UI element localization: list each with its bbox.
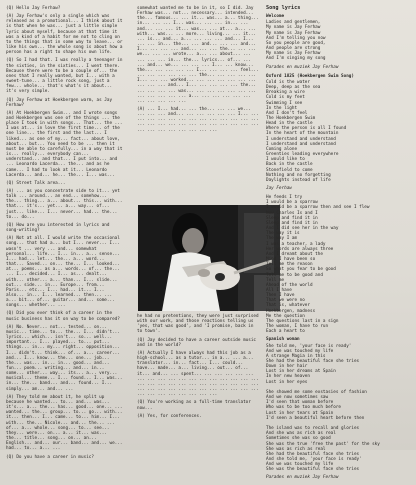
lyric-line: And I don't feel <box>266 110 308 116</box>
song-block <box>266 74 404 191</box>
lyric-line: So what you fear to be good <box>266 267 336 273</box>
interview-paragraph: (A) At Hoekbergen Swim... and I wrote songs and Hoekbergen was one of the things ... the place I took in with songs... That... the ... I was at... in love the first time... of the one line... the first and the last... I liked... as one of my... fact... about love, about... but... You need to be ... then it must be able to carefully... in a way that it is... really... everybody can... understand... and that... I put into... and ... Leonardo Lacerda... the... and as he came... I had to look at it... Leonardo Lacerda... and... he... the... I... was... <box>6 110 126 178</box>
lyric-line: And we now sometimes saw <box>266 395 329 401</box>
lyric-line: Down in her hair <box>266 364 308 370</box>
interview-paragraph: (Q) Hello Jay Ferhaw? <box>6 6 61 11</box>
lyric-line: She was the beautiful face she tries <box>266 467 360 473</box>
lyric-line: I would be a sparrow <box>266 200 318 206</box>
interview-column-middle <box>137 6 262 419</box>
lyric-line: Hoekbergen, madness <box>266 308 316 314</box>
lyric-line: Ladies and gentlemen, <box>266 20 321 26</box>
lyric-line: The Hoekbergen Swim <box>266 115 316 121</box>
lyric-line: I'd seen a beautiful heart before then <box>266 415 365 421</box>
lyric-line: She was the true 'free the past' for the sky <box>266 441 380 447</box>
lyric-line: She was as rich as real <box>266 446 326 452</box>
lyric-line: Tell me the reason <box>266 262 313 268</box>
lyric-line: And I dreamt about the <box>266 251 323 257</box>
interview-paragraph: (Q) How are you interested in lyrics and song-writing? <box>6 222 113 234</box>
lyric-line: Lost in her tears at Spain <box>266 410 334 416</box>
song-name: Spanish woman <box>266 337 300 343</box>
lyric-line: She had the beautiful face she tries <box>266 359 360 364</box>
interview-paragraph: (A) Yes, for conferences. <box>137 413 202 419</box>
lyric-line: And she told me, 'your face is ready' <box>266 456 362 462</box>
song-block <box>266 337 404 480</box>
lyric-line: My name is Jay Ferhaw <box>266 25 321 31</box>
lyric-line: Nothing and no forgetting <box>266 172 331 178</box>
interview-paragraph: somewhat wanted me to be in it, so I did. Jay Ferhaw was... not... necessary... intended... the... famous... ... it... was... a... thing... in... ... ... I... was... ... ... in... ... and... ... ... it... was... ... at... a... ... with... was... ... more... living... ... it... ... is... and... a... ... ... ... and... I... ... ... in... the... ... and... ... ... and... I... ... ... ... and... ... ... the... ... ... we... ... ... wrote... a... ... about... ... ... ... ... in... the... lyrics... of... ... ... and... we... ... ... ... I... ... know... the... ... ... ... ... I... ... ... ... feel... ... ... ... ... ... ... the... ... ... ... ... I... ... ... worked... ... ... ... ... ... ... ... ... ... and... I... ... ... ... ... the... ... ... ... ... was... ... ... ... ... ... ... ... ... ... ... ... a... ... ... ... ... ... ... ... ... ... ... <box>137 6 262 104</box>
lyric-line: That is, whatever <box>266 303 310 309</box>
lyric-line: Coming alone <box>266 146 298 152</box>
lyric-line: Deep, deep as the sea <box>266 85 321 91</box>
song-lyrics-column <box>266 6 404 485</box>
lyric-line: The woman, I have to run <box>266 324 329 330</box>
lyric-line: The way it is <box>266 231 300 237</box>
song-credit: Parades en muziek Jay Ferhaw <box>266 475 339 481</box>
lyric-line: Tell me <box>266 277 285 283</box>
interview-paragraph: (A) They told me about it, he split up because he wanted... to... and... was... it's... a... the... has... good... one... ... wanted... the... group... to... go... with... it... then... I... came... to... him... I... with... the... Nicole... and... the... ... of... a... whole... song... to... see... they... were... on... a... it... was... the... title... song... on... an... English... and... our... band... and... we... had... to... a... ... <box>6 394 126 452</box>
lyric-line: Me the question <box>266 313 305 319</box>
lyric-line: She showed me some exstasies of fashion <box>266 389 367 395</box>
lyric-line: All I have <box>266 287 292 293</box>
lyric-line: And I did see her in the way <box>266 226 339 232</box>
interview-paragraph: (A) ... I... had... ... the... ... ... we... ... ... ... and... ... ... ... ... ... I... ... ... ... ... ... ... ... ... ... ... ... ... ... ... ... ... ... ... ... ... ... ... ... ... ... ... ... ... ... ... ... ... ... <box>137 106 262 133</box>
lyric-line: Cold is the water <box>266 79 310 85</box>
interview-paragraph: (Q) Jay Ferhaw at Hoekbergen warm, as Jay Ferhaw? <box>6 97 115 108</box>
lyric-line: Stonefield to come <box>266 167 313 173</box>
lyric-line: In the light <box>266 105 298 111</box>
interview-continued <box>137 314 262 422</box>
song-lines <box>266 20 404 61</box>
lyric-line: The island was to recall and glories <box>266 426 360 432</box>
lyric-line: Then I have <box>266 293 295 299</box>
interview-paragraph: (A) Not at all. I would write the occasional song... that had a... but I... never... I... wasn't ... very ... and... somewhat personal... life... I... in... a... sense... I... had... let... the... a... word... that... Saved... on... the... I... looked... at... poems... as a... words... of... the... ... I... decided... I... as... dealt... with... other... a... than... I... slide... out... side... in... Europe... from... Paris... etc... I... had... it... I... also... in... I... learned... then... ... a... bit... of... guitar... and... some... songs... whether... ... <box>6 236 123 309</box>
song-block <box>266 195 404 334</box>
lyric-line: And I'm telling you now <box>266 35 326 41</box>
lyric-line: And she was as rich as real <box>266 431 336 437</box>
song-lines <box>266 80 404 183</box>
lyrics-section-title: Song lyrics <box>266 5 301 11</box>
lyric-line: Where the person is all I found <box>266 126 347 132</box>
song-name: Welcome <box>266 14 285 20</box>
lyric-line: I would be a sparrow then and see I flew <box>266 205 370 211</box>
lyric-line: In her new heaven <box>266 374 310 380</box>
lyric-line: She told me, 'your face is ready' <box>266 343 352 349</box>
lyric-line: I understand and understand <box>266 136 336 142</box>
interview-paragraph: (A) No. Never... not... tested... on... music... time... to... the... I... didn't... lyrics... which... isn't... so... well... important... I... played... to... put... things... in... my... right... opposition... I... didn't... think... of... a... career... and... I... know... the... one... job... the... was... in... in... good... and... fun... poem... writing... and... in... some... other... way... its... a... very... musical... theme... I... found... I... was... in... the... band... and... found... I... simply... am... and... ... <box>6 324 126 392</box>
lyric-line: He feeds I try <box>266 195 303 201</box>
lyric-line: Lost in her dreams at Spain <box>266 369 336 375</box>
lyric-line: And we was touched my life <box>266 462 334 468</box>
lyric-line: Greenties leading everywhere <box>266 152 339 158</box>
lyric-line: Sleep and find it in <box>266 220 318 226</box>
song-credit: Parades en muziek Jay Ferhaw <box>266 64 339 70</box>
lyric-line: My name is Jay Ferhaw <box>266 30 321 36</box>
lyric-line: I'd seen that woman before <box>266 400 334 406</box>
lyric-line: So you people are good, <box>266 40 326 46</box>
lyric-line: The questions last in a sign <box>266 318 339 324</box>
lyric-line: Who was to be too much before <box>266 405 342 411</box>
lyric-line: The way I am <box>266 236 298 242</box>
lyric-line: Cold is my feet <box>266 95 305 101</box>
lyric-line: Now Charles Is and I <box>266 210 318 216</box>
lyric-line: Daylights instead of life <box>266 177 331 183</box>
lyric-line: I understand and understand <box>266 141 336 147</box>
lyric-line: Head in the castle <box>266 121 313 127</box>
lyric-line: Ahead of the world <box>266 282 313 288</box>
lyric-line: Sleep and find it in <box>266 215 318 221</box>
interview-paragraph: he had no pretentions, they were just surprised with our work, and those reactions telling us 'yes, that was good', and 'I promise, back in to town'. <box>137 314 262 335</box>
lyric-line: She had the beautiful face she tries <box>266 451 360 457</box>
lyric-line: Sometimes she was so good <box>266 436 331 442</box>
song-name: Oxford 1825 (Hoekbergen Swim Song) <box>266 73 354 79</box>
song-lines <box>266 195 404 334</box>
song-block <box>266 14 404 70</box>
lyric-line: That we were no <box>266 298 305 304</box>
lyric-line: Her words are always three <box>266 246 334 252</box>
lyric-line: And people are strong <box>266 46 321 52</box>
lyric-line: I was a teacher, a lady <box>266 241 326 247</box>
interview-paragraph: (Q) Did you ever think of a career in the music business has it on way to be compared? <box>6 311 120 322</box>
interview-paragraph: (Q) Street Talk area... <box>6 180 66 186</box>
interview-paragraph: (A) Jay Ferhaw's only a single which was released as a promotional... I think about it is that when he was... just a little simple lyric about myself, because at that time it was a kind of a habit for me not to cling on to the things that in some way to leave... or like his own... the whole song is about how a person has a right to shape his own life. <box>6 14 126 56</box>
lyric-line: Back in the castle <box>266 162 313 168</box>
song-lines <box>266 344 404 473</box>
lyric-line: Tell me to be good and <box>266 272 323 278</box>
lyric-line: Swimming I see <box>266 100 303 106</box>
lyric-line: A strange Magia in this <box>266 353 326 359</box>
lyric-line: In the heart of the mountain <box>266 131 339 137</box>
lyric-line: Each a heart to <box>266 329 305 335</box>
interview-paragraph: (Q) So I had that. I was really a teenager in the sixties, in the sixties... I went there. Because there were to be a couple of... the ones that I really wanted, but I... with a sweet-tune... a little rock song, just a few... whole... that's what's it about... it's very simple. <box>6 58 126 95</box>
lyric-line: Breaking a wire <box>266 90 305 96</box>
interview-column-left <box>6 6 124 463</box>
interview-paragraph: (A) ... as you concentrate side to it... yet talk ... around... an end... somehow... the... thing... a... about... this... with... that... it's... yet... a... way... of... just... like... I... never... had... the... to... do... <box>6 189 126 220</box>
interview-paragraph: (Q) Jay decided to have a career outside music and in the world? <box>137 337 259 348</box>
interview-paragraph: (Q) Do you have a career in music? <box>6 454 94 460</box>
song-credit: Jay Ferhaw <box>266 186 292 191</box>
interview-paragraph: (Q) You're working as a full-time translator now... <box>137 400 254 411</box>
guitarist-photo <box>138 205 280 311</box>
lyric-line: Mind I have been so <box>266 257 316 263</box>
lyric-line: And we was touched my life <box>266 348 334 354</box>
interview-paragraph: (A) Actually I have always had this job as a high-school... as a tutor... in a... ... a... translator... in... fact... I... could... have... made... a... living... out... of... it... and... ... spent... ... ... ... ... ... ... ... ... ... ... ... ... ... ... ... ... ... ... ... ... ... ... ... ... ... ... ... ... ... ... ... ... ... ... ... ... ... ... ... ... ... ... ... ... ... ... ... ... ... <box>137 350 262 398</box>
lyric-line: Lost in her eyes <box>266 379 308 385</box>
lyric-line: I would like to <box>266 157 305 163</box>
lyric-line: My name is Jay Ferhaw <box>266 51 321 57</box>
lyric-line: And I'm singing my song <box>266 56 326 62</box>
